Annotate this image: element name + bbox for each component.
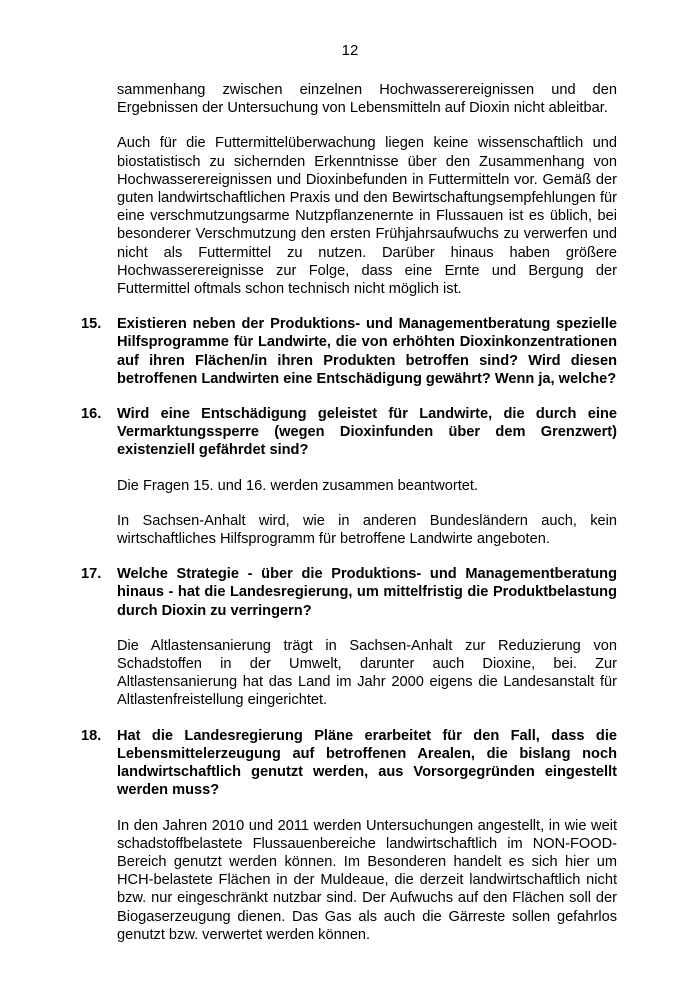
question-17 <box>81 565 617 620</box>
question-number: 16. <box>81 406 102 423</box>
question-15 <box>81 315 617 388</box>
question-number: 17. <box>81 566 102 583</box>
page-number: 12 <box>341 42 359 59</box>
answer-15-16: In Sachsen-Anhalt wird, wie in anderen Bundesländern auch, kein wirtschaftliches Hilfsprogramm für betroffene Landwirte angeboten. <box>117 512 617 548</box>
question-16 <box>81 405 617 460</box>
question-number: 18. <box>81 727 102 744</box>
question-text: Hat die Landesregierung Pläne erarbeitet für den Fall, dass die Lebensmittelerzeugung auf betroffenen Arealen, die bislang noch landwirtschaftlich genutzt werden, aus Vorsorgegründen eingestellt werden muss? <box>117 727 617 799</box>
paragraph-feed-monitoring: Auch für die Futtermittelüberwachung liegen keine wissenschaftlich und biostatistisch zu sichernden Erkenntnisse über den Zusammenhang von Hochwasserereignissen und Dioxinbefunden in Futtermitteln vor. Gemäß der guten landwirtschaftlichen Praxis und den Bewirtschaftungsempfehlungen für eine verschmutzungsarme Nutzpflanzenernte in Flussauen ist es üblich, bei besonderer Verschmutzung den ersten Frühjahrsaufwuchs zu verwerfen und nicht als Futtermittel zu nutzen. Darüber hinaus haben größere Hochwasserereignisse zur Folge, dass eine Ernte und Bergung der Futtermittel oftmals schon technisch nicht möglich ist. <box>117 135 617 298</box>
question-text: Existieren neben der Produktions- und Managementberatung spezielle Hilfsprogramme für Landwirte, die von erhöhten Dioxinkonzentrationen auf ihren Flächen/in ihren Produkten betroffen sind? Wird diesen betroffenen Landwirten eine Entschädigung gewährt? Wenn ja, welche? <box>117 316 617 387</box>
document-body <box>81 81 617 961</box>
question-18 <box>81 727 617 800</box>
question-number: 15. <box>81 316 102 333</box>
question-text: Wird eine Entschädigung geleistet für Landwirte, die durch eine Vermarktungssperre (wegen Dioxinfunden über dem Grenzwert) existenziell gefährdet sind? <box>117 406 617 459</box>
answer-17: Die Altlastensanierung trägt in Sachsen-Anhalt zur Reduzierung von Schadstoffen in der Umwelt, darunter auch Dioxine, bei. Zur Altlastensanierung hat das Land im Jahr 2000 eigens die Landesanstalt für Altlastenfreistellung eingerichtet. <box>117 637 617 709</box>
answer-18: In den Jahren 2010 und 2011 werden Untersuchungen angestellt, in wie weit schadstoffbelastete Flussauenbereiche landwirtschaftlich im NON-FOOD-Bereich genutzt werden können. Im Besonderen handelt es sich hier um HCH-belastete Flächen in der Muldeaue, die derzeit landwirtschaftlich nicht bzw. nur eingeschränkt nutzbar sind. Der Aufwuchs auf den Flächen soll der Biogaserzeugung dienen. Das Gas als auch die Gärreste sollen gefahrlos genutzt bzw. verwertet werden können. <box>117 817 617 943</box>
question-text: Welche Strategie - über die Produktions- und Managementberatung hinaus - hat die Landesregierung, um mittelfristig die Produktbelastung durch Dioxin zu verringern? <box>117 566 617 619</box>
paragraph-continuation: sammenhang zwischen einzelnen Hochwasserereignissen und den Ergebnissen der Untersuchung von Lebensmitteln auf Dioxin nicht ableitbar. <box>117 82 617 117</box>
answer-15-16-intro: Die Fragen 15. und 16. werden zusammen beantwortet. <box>117 477 478 494</box>
